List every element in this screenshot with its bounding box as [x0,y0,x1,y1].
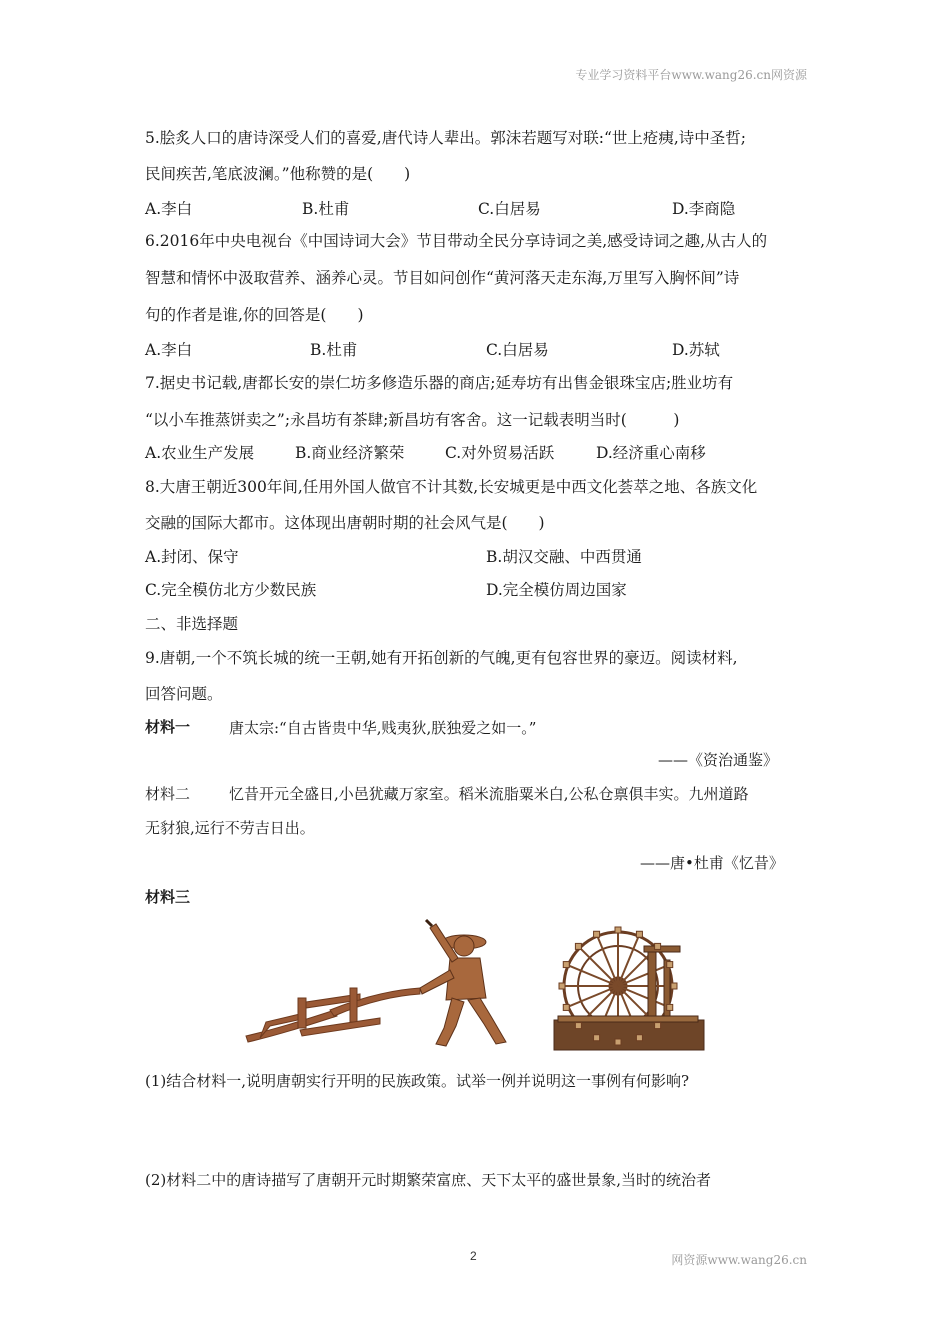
section-title: 二、非选择题 [145,615,239,633]
q6-option-b: B.杜甫 [310,341,358,359]
material-1-text: 唐太宗:“自古皆贵中华,贱夷狄,朕独爱之如一。” [229,719,537,737]
wheel-bucket [636,1035,642,1041]
wheel-bucket [655,943,661,949]
q6-stem-line3: 句的作者是谁,你的回答是( ) [145,306,364,324]
q8-option-b: B.胡汉交融、中西贯通 [486,548,642,566]
wheel-bucket [594,931,600,937]
wheel-bucket [563,1004,569,1010]
wheel-bucket [575,1023,581,1029]
q7-option-d: D.经济重心南移 [596,444,706,462]
wheel-bucket [671,983,677,989]
q7-option-b: B.商业经济繁荣 [295,444,405,462]
q7-option-c: C.对外贸易活跃 [445,444,555,462]
material-2-source: ——唐•杜甫《忆昔》 [640,854,784,872]
wheel-bucket [594,1035,600,1041]
q8-option-a: A.封闭、保守 [145,548,239,566]
material-3-label: 材料三 [145,889,191,906]
wheel-bucket [615,1039,621,1045]
q6-option-a: A.李白 [145,341,193,359]
plow-illustration [240,918,510,1053]
wheel-bucket [636,931,642,937]
material-2-line2: 无豺狼,远行不劳吉日出。 [145,819,315,837]
q5-stem-line2: 民间疾苦,笔底波澜。”他称赞的是( ) [145,165,411,183]
footer-watermark: 网资源www.wang26.cn [671,1253,807,1267]
q6-option-d: D.苏轼 [672,341,720,359]
q8-option-d: D.完全模仿周边国家 [486,581,627,599]
wheel-bucket [667,962,673,968]
wheel-bucket [655,1023,661,1029]
waterwheel-illustration [548,920,708,1055]
material-2-line1: 忆昔开元全盛日,小邑犹藏万家室。稻米流脂粟米白,公私仓禀俱丰实。九州道路 [229,785,749,803]
q5-stem-line1: 5.脍炙人口的唐诗深受人们的喜爱,唐代诗人辈出。郭沫若题写对联:“世上疮痍,诗中圣哲; [145,129,747,147]
q6-option-c: C.白居易 [486,341,549,359]
q5-option-b: B.杜甫 [302,200,350,218]
wheel-bucket [615,927,621,933]
q5-option-a: A.李白 [145,200,193,218]
q7-option-a: A.农业生产发展 [145,444,255,462]
wheel-bucket [563,962,569,968]
q8-stem-line1: 8.大唐王朝近300年间,任用外国人做官不计其数,长安城更是中西文化荟萃之地、各族文化 [145,478,758,496]
q5-option-c: C.白居易 [478,200,541,218]
q9-stem-line1: 9.唐朝,一个不筑长城的统一王朝,她有开拓创新的气魄,更有包容世界的豪迈。阅读材料, [145,649,738,667]
q7-stem-line1: 7.据史书记载,唐都长安的崇仁坊多修造乐器的商店;延寿坊有出售金银珠宝店;胜业坊有 [145,374,734,392]
q8-stem-line2: 交融的国际大都市。这体现出唐朝时期的社会风气是( ) [145,514,545,532]
wheel-bucket [575,943,581,949]
page-number: 2 [470,1249,477,1263]
q7-stem-line2: “以小车推蒸饼卖之”;永昌坊有茶肆;新昌坊有客舍。这一记载表明当时( ) [145,411,680,429]
q9-sub1: (1)结合材料一,说明唐朝实行开明的民族政策。试举一例并说明这一事例有何影响? [145,1072,690,1090]
q8-option-c: C.完全模仿北方少数民族 [145,581,317,599]
material-2-label: 材料二 [145,785,191,803]
wheel-bucket [559,983,565,989]
q9-sub2: (2)材料二中的唐诗描写了唐朝开元时期繁荣富庶、天下太平的盛世景象,当时的统治者 [145,1171,712,1189]
material-1-source: ——《资治通鉴》 [658,751,779,769]
q6-stem-line1: 6.2016年中央电视台《中国诗词大会》节目带动全民分享诗词之美,感受诗词之趣,从古人的 [145,232,768,250]
q6-stem-line2: 智慧和情怀中汲取营养、涵养心灵。节目如问创作“黄河落天走东海,万里写入胸怀间”诗 [145,269,740,287]
q9-stem-line2: 回答问题。 [145,685,223,703]
wheel-spoke [580,948,618,986]
header-watermark: 专业学习资料平台www.wang26.cn网资源 [575,68,807,82]
material-1-label: 材料一 [145,719,191,736]
wheel-bucket [667,1004,673,1010]
q5-option-d: D.李商隐 [672,200,736,218]
